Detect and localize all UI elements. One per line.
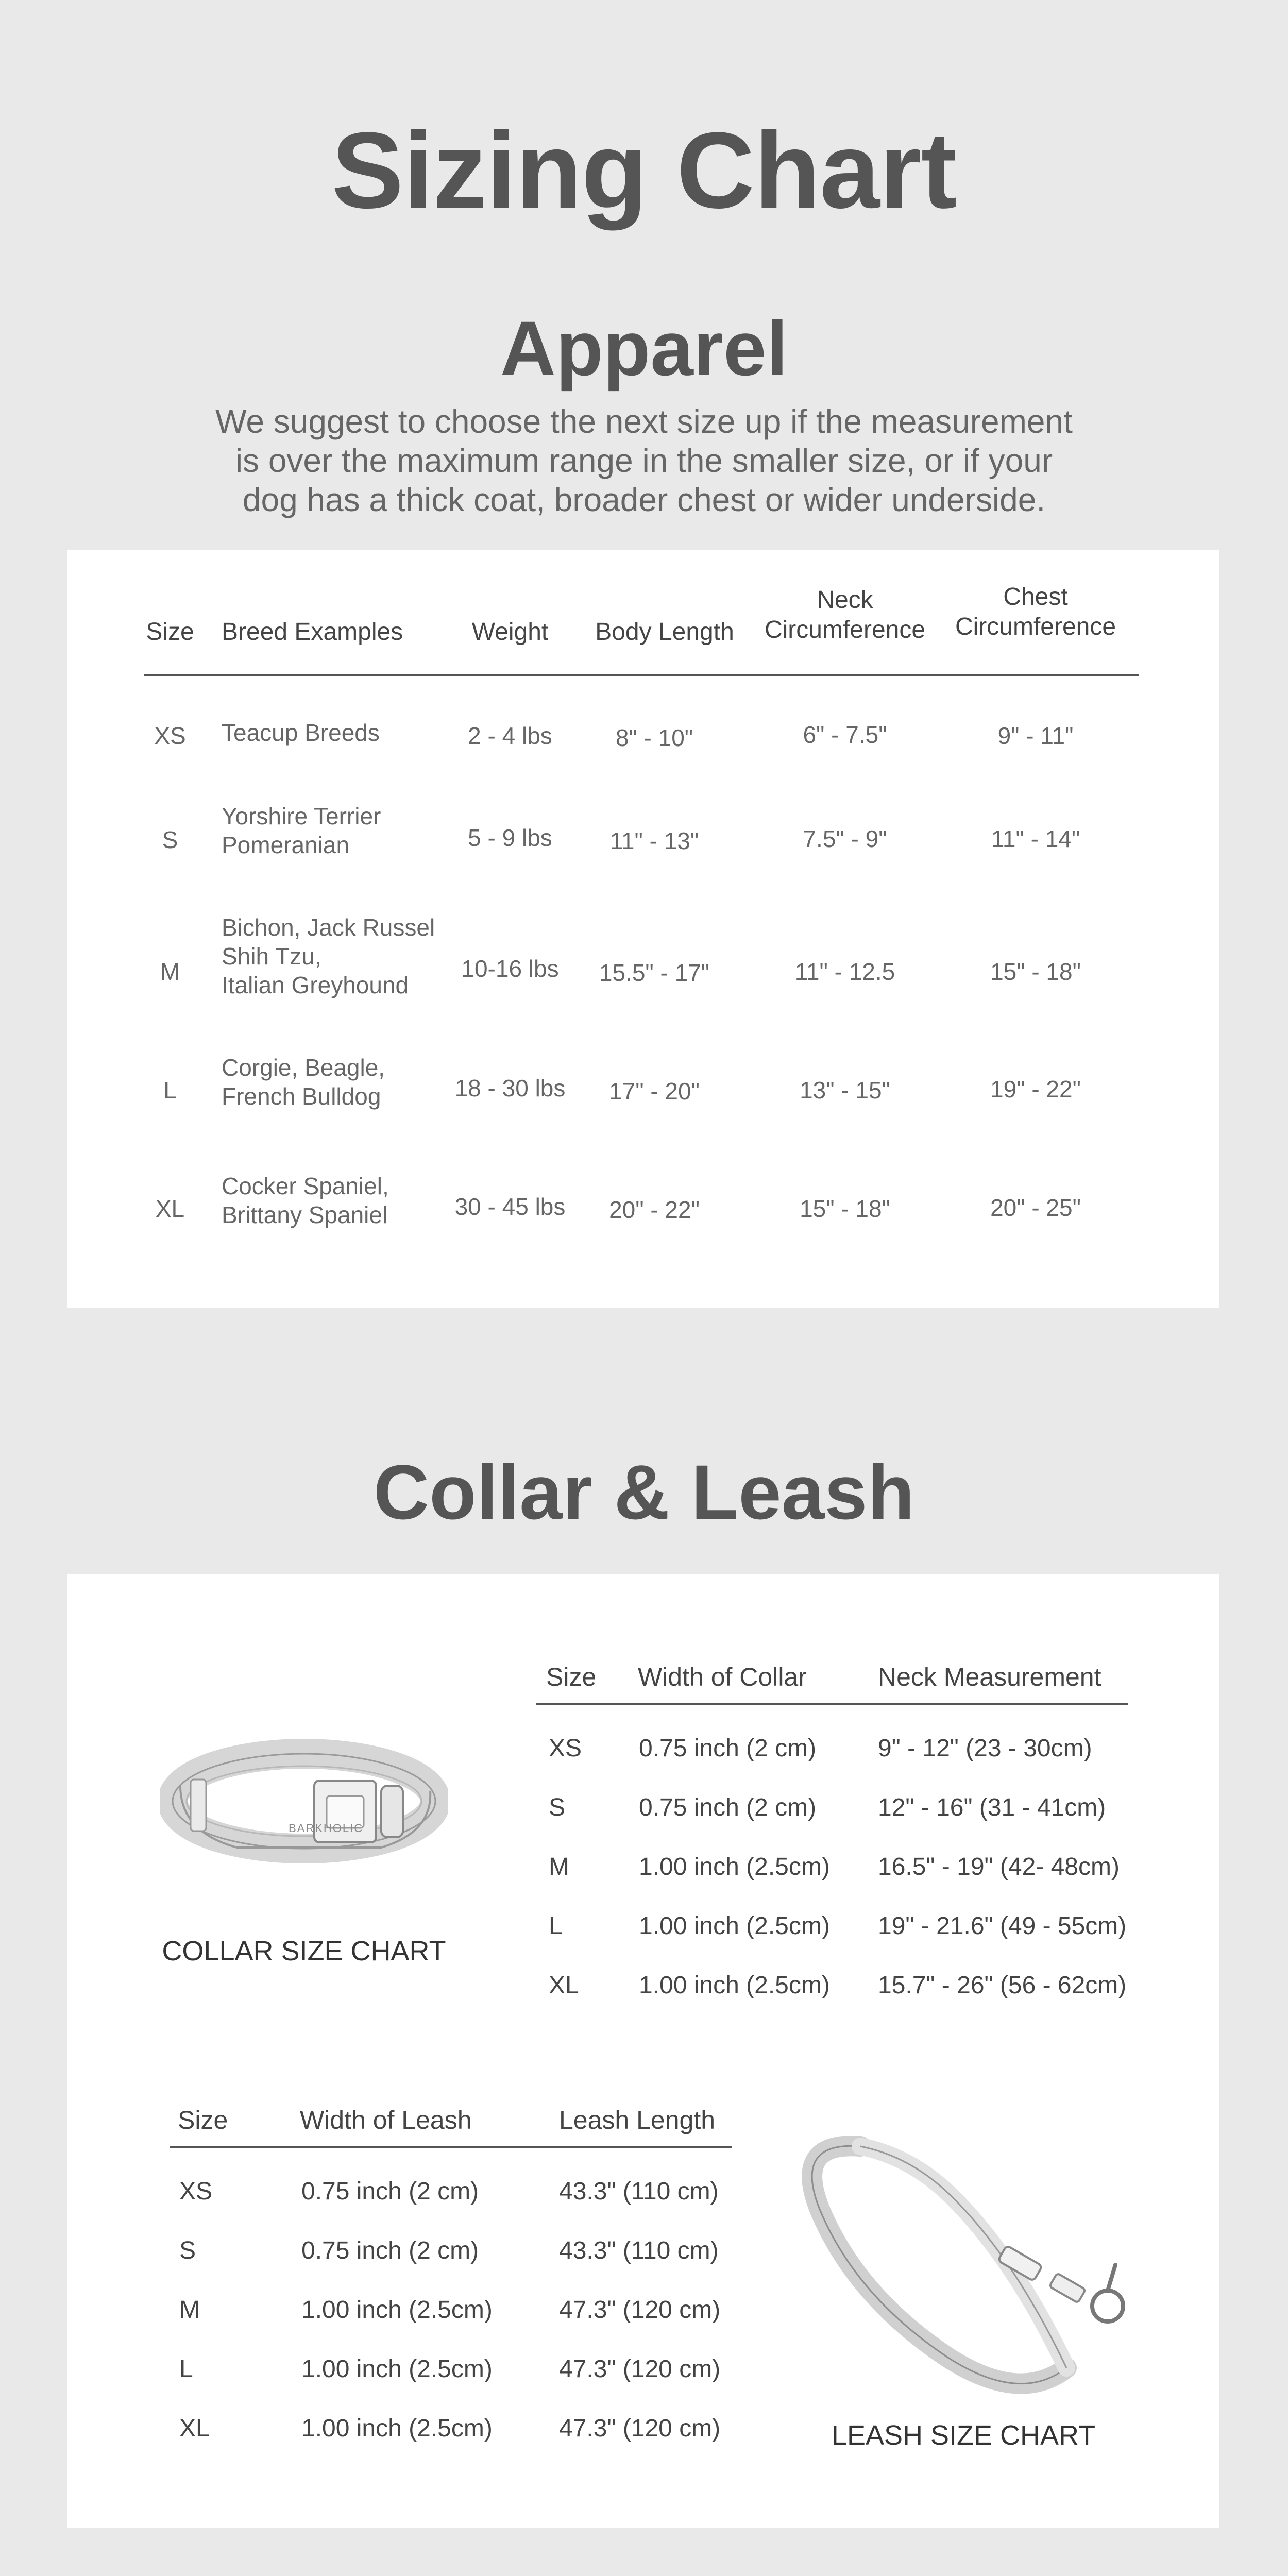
leash-row-size: M [179,2296,200,2324]
header-weight: Weight [471,618,549,646]
intro-line: We suggest to choose the next size up if the measurement [215,403,1073,440]
leash-row-width: 1.00 inch (2.5cm) [301,2296,493,2324]
breed-line: Italian Greyhound [222,972,409,998]
apparel-intro [0,402,1288,519]
row-breed [222,1172,448,1229]
leash-header-length: Leash Length [559,2106,716,2134]
leash-row-size: XS [179,2178,213,2205]
leash-row-length: 47.3" (120 cm) [559,2355,721,2383]
collar-row-width: 1.00 inch (2.5cm) [639,1912,830,1940]
leash-header-width: Width of Leash [300,2106,472,2134]
collar-row-neck: 19" - 21.6" (49 - 55cm) [878,1912,1127,1940]
collar-header-width: Width of Collar [638,1663,807,1691]
row-chest: 19" - 22" [990,1076,1081,1103]
row-breed [222,1053,448,1111]
collar-row-neck: 12" - 16" (31 - 41cm) [878,1794,1106,1821]
row-weight: 5 - 9 lbs [468,824,552,851]
breed-line: Pomeranian [222,832,350,858]
row-size: L [163,1077,177,1104]
collar-row-width: 1.00 inch (2.5cm) [639,1853,830,1880]
breed-line: Cocker Spaniel, [222,1173,389,1199]
dog-collar-icon [160,1724,448,1878]
row-chest: 20" - 25" [990,1194,1081,1221]
row-chest: 9" - 11" [997,722,1074,749]
row-size: XL [155,1195,185,1222]
leash-caption: LEASH SIZE CHART [831,2420,1096,2451]
collar-header-divider [536,1703,1128,1705]
row-weight: 2 - 4 lbs [468,722,552,749]
apparel-heading: Apparel [500,305,788,392]
collar-row-size: L [549,1912,563,1940]
leash-row-length: 47.3" (120 cm) [559,2296,721,2324]
header-neck [752,585,938,645]
leash-header-divider [170,2146,732,2148]
row-neck: 7.5" - 9" [803,825,887,852]
breed-line: Shih Tzu, [222,943,321,970]
row-neck: 15" - 18" [800,1195,890,1222]
collar-caption: COLLAR SIZE CHART [162,1936,446,1967]
header-size: Size [146,618,194,646]
leash-row-length: 47.3" (120 cm) [559,2415,721,2442]
apparel-card [67,550,1219,1308]
leash-row-width: 1.00 inch (2.5cm) [301,2355,493,2383]
collar-row-width: 0.75 inch (2 cm) [639,1794,817,1821]
row-size: M [160,958,180,985]
collar-brand-text: BARKHOLIC [289,1822,364,1835]
leash-row-size: S [179,2237,196,2264]
leash-row-size: XL [179,2415,210,2442]
collar-row-size: XL [549,1972,579,1999]
row-breed [222,718,448,747]
breed-line: Brittany Spaniel [222,1201,388,1228]
collar-row-neck: 15.7" - 26" (56 - 62cm) [878,1972,1127,1999]
row-breed [222,802,448,859]
collar-row-width: 1.00 inch (2.5cm) [639,1972,830,1999]
leash-row-size: L [179,2355,193,2383]
row-body-length: 15.5" - 17" [599,959,710,986]
collar-leash-card [67,1574,1219,2528]
row-weight: 18 - 30 lbs [454,1075,566,1101]
row-body-length: 8" - 10" [615,724,693,751]
collar-header-neck: Neck Measurement [878,1663,1101,1691]
row-size: S [162,826,178,853]
row-neck: 11" - 12.5 [794,958,895,985]
breed-line: Bichon, Jack Russel [222,914,435,941]
leash-header-size: Size [178,2106,228,2134]
header-body-length: Body Length [595,618,734,646]
row-body-length: 20" - 22" [609,1196,700,1223]
header-chest-line: Chest [1003,583,1068,611]
header-chest [943,582,1128,642]
breed-line: Teacup Breeds [222,719,380,746]
collar-row-size: XS [549,1735,582,1762]
row-chest: 15" - 18" [990,958,1081,985]
row-breed [222,913,459,999]
leash-row-length: 43.3" (110 cm) [559,2178,719,2205]
row-body-length: 11" - 13" [609,827,699,854]
page-title: Sizing Chart [331,110,957,231]
collar-row-neck: 9" - 12" (23 - 30cm) [878,1735,1092,1762]
row-neck: 13" - 15" [800,1077,890,1104]
header-divider [144,674,1139,676]
row-neck: 6" - 7.5" [803,721,887,748]
breed-line: Corgie, Beagle, [222,1054,385,1081]
row-weight: 10-16 lbs [461,955,559,982]
row-chest: 11" - 14" [991,825,1080,852]
row-size: XS [154,722,186,749]
intro-line: is over the maximum range in the smaller size, or if your [235,442,1053,479]
dog-leash-icon [778,2126,1149,2414]
breed-line: French Bulldog [222,1083,381,1110]
intro-line: dog has a thick coat, broader chest or wider underside. [242,481,1046,518]
leash-row-length: 43.3" (110 cm) [559,2237,719,2264]
leash-row-width: 1.00 inch (2.5cm) [301,2415,493,2442]
row-body-length: 17" - 20" [609,1078,700,1105]
leash-row-width: 0.75 inch (2 cm) [301,2178,479,2205]
header-neck-line: Circumference [764,616,926,643]
breed-line: Yorshire Terrier [222,803,381,829]
header-chest-line: Circumference [955,613,1116,640]
row-weight: 30 - 45 lbs [454,1193,566,1220]
collar-row-width: 0.75 inch (2 cm) [639,1735,817,1762]
collar-row-size: S [549,1794,566,1821]
leash-row-width: 0.75 inch (2 cm) [301,2237,479,2264]
header-breed: Breed Examples [222,618,403,646]
collar-row-neck: 16.5" - 19" (42- 48cm) [878,1853,1120,1880]
header-neck-line: Neck [817,586,873,614]
collar-leash-heading: Collar & Leash [373,1449,915,1535]
collar-header-size: Size [546,1663,597,1691]
collar-row-size: M [549,1853,569,1880]
